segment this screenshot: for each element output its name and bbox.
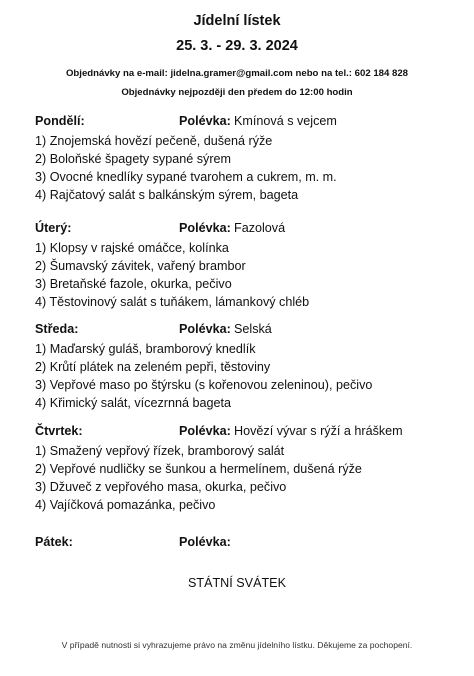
day-name: Čtvrtek: [35,424,83,438]
day-monday [35,114,455,204]
soup-value: Selská [234,322,272,336]
day-name: Úterý: [35,221,72,235]
meal-item: 2) Vepřové nudličky se šunkou a hermelínem, dušená rýže [35,462,362,476]
meal-item: 3) Ovocné knedlíky sypané tvarohem a cukrem, m. m. [35,170,337,184]
meal-item: 4) Vajíčková pomazánka, pečivo [35,498,216,512]
day-header [35,322,455,340]
meal-list [35,132,455,204]
soup-label: Polévka: [179,535,231,549]
day-name: Středa: [35,322,79,336]
meal-item: 1) Maďarský guláš, bramborový knedlík [35,342,256,356]
meal-item: 1) Smažený vepřový řízek, bramborový salát [35,444,285,458]
day-tuesday [35,221,455,311]
soup-label: Polévka: [179,114,231,128]
day-name: Pondělí: [35,114,85,128]
meal-item: 3) Džuveč z vepřového masa, okurka, pečivo [35,480,287,494]
meal-item: 1) Znojemská hovězí pečeně, dušená rýže [35,134,273,148]
day-name: Pátek: [35,535,73,549]
meal-item: 2) Šumavský závitek, vařený brambor [35,259,246,273]
footer-disclaimer: V případě nutnosti si vyhrazujeme právo na změnu jídelního lístku. Děkujeme za pochopení. [61,640,413,650]
day-header [35,535,455,553]
order-deadline-note: Objednávky nejpozději den předem do 12:00 hodin [121,87,353,98]
meal-item: 1) Klopsy v rajské omáčce, kolínka [35,241,229,255]
soup-value: Kmínová s vejcem [234,114,337,128]
meal-list [35,239,455,311]
meal-list [35,340,455,412]
meal-item: 3) Vepřové maso po štýrsku (s kořenovou zeleninou), pečivo [35,378,373,392]
day-header [35,221,455,239]
meal-list [35,442,455,514]
day-thursday [35,424,455,514]
meal-item: 4) Rajčatový salát s balkánským sýrem, bageta [35,188,299,202]
soup-label: Polévka: [179,322,231,336]
order-contact-note: Objednávky na e-mail: jidelna.gramer@gmail.com nebo na tel.: 602 184 828 [65,68,409,79]
meal-item: 4) Křimický salát, vícezrnná bageta [35,396,231,410]
meal-item: 4) Těstovinový salát s tuňákem, lámankový chléb [35,295,310,309]
day-header [35,424,455,442]
soup-label: Polévka: [179,221,231,235]
meal-item: 3) Bretaňské fazole, okurka, pečivo [35,277,232,291]
date-range: 25. 3. - 29. 3. 2024 [176,38,298,54]
soup-label: Polévka: [179,424,231,438]
holiday-notice: STÁTNÍ SVÁTEK [188,576,286,590]
soup-value: Hovězí vývar s rýží a hráškem [234,424,403,438]
page-title: Jídelní lístek [193,13,281,29]
day-friday [35,535,455,553]
meal-item: 2) Krůtí plátek na zeleném pepři, těstoviny [35,360,271,374]
meal-item: 2) Boloňské špagety sypané sýrem [35,152,232,166]
day-header [35,114,455,132]
soup-value: Fazolová [234,221,286,235]
day-wednesday [35,322,455,412]
